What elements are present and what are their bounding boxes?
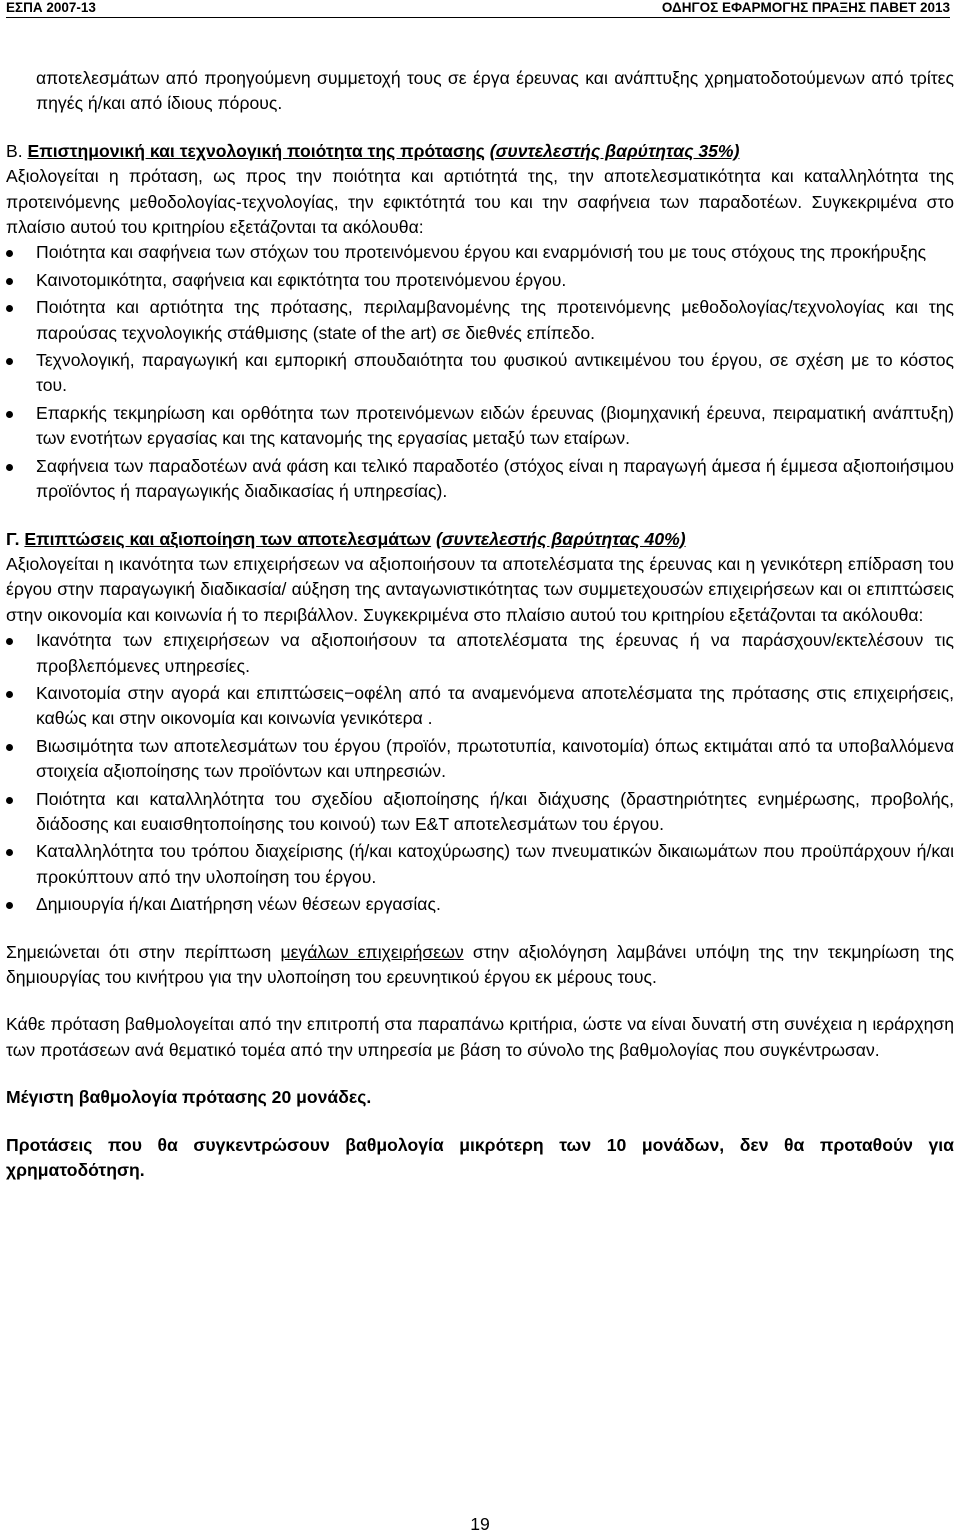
header-program: ΕΣΠΑ 2007-13: [6, 0, 96, 15]
list-item: Βιωσιμότητα των αποτελεσμάτων του έργου (προϊόν, πρωτοτυπία, καινοτομία) όπως εκτιμάται από τα υποβαλλόμενα στοιχεία αξιοποίησης των προϊόντων και υπηρεσιών.: [6, 734, 954, 785]
list-item: Ποιότητα και αρτιότητα της πρότασης, περιλαμβανομένης της προτεινόμενης μεθοδολογίας/τεχνολογίας και της παρούσας τεχνολογικής στάθμισης (state of the art) σε διεθνές επίπεδο.: [6, 295, 954, 346]
section-c-heading: [6, 527, 954, 552]
section-b-letter: Β.: [6, 140, 23, 161]
section-c-letter: Γ.: [6, 528, 20, 549]
note-underlined: μεγάλων επιχειρήσεων: [280, 941, 464, 962]
large-enterprises-note: Σημειώνεται ότι στην περίπτωση μεγάλων επιχειρήσεων στην αξιολόγηση λαμβάνει υπόψη της την τεκμηρίωση της δημιουργίας του κινήτρου για την υλοποίηση του ερευνητικού έργου εκ μέρους τους.: [6, 941, 955, 987]
intro-continuation: αποτελεσμάτων από προηγούμενη συμμετοχή τους σε έργα έρευνας και ανάπτυξης χρηματοδοτούμενων από τρίτες πηγές ή/και από ίδιους πόρους.: [36, 68, 954, 114]
section-b-list: [6, 240, 954, 504]
section-c-body: Αξιολογείται η ικανότητα των επιχειρήσεων να αξιοποιήσουν τα αποτελέσματα της έρευνας και η γενικότερη επίδραση του έργου στην παραγωγική διαδικασία/ αύξηση της ανταγωνιστικότητας των συμμετεχουσών επιχειρήσεων και οι επιπτώσεις στην οικονομία και κοινωνία ή το περιβάλλον. Συγκεκριμένα στο πλαίσιο αυτού του κριτηρίου εξετάζονται τα ακόλουθα:: [6, 553, 954, 625]
ranking-paragraph: Κάθε πρόταση βαθμολογείται από την επιτροπή στα παραπάνω κριτήρια, ώστε να είναι δυνατή στη συνέχεια η ιεράρχηση των προτάσεων ανά θεματικό τομέα από την υπηρεσία με βάση το σύνολο της βαθμολογίας που συγκέντρωσαν.: [6, 1014, 954, 1060]
section-b-body: Αξιολογείται η πρόταση, ως προς την ποιότητα και αρτιότητά της, την αποτελεσματικότητα και καταλληλότητα της προτεινόμενης μεθοδολογίας-τεχνολογίας, την εφικτότητά του και την σαφήνεια των παραδοτέων. Συγκεκριμένα στο πλαίσιο αυτού του κριτηρίου εξετάζονται τα ακόλουθα:: [6, 166, 954, 238]
list-item: Ποιότητα και καταλληλότητα του σχεδίου αξιοποίησης ή/και διάχυσης (δραστηριότητες ενημέρωσης, προβολής, διάδοσης και ευαισθητοποίησης του κοινού) των Ε&Τ αποτελεσμάτων του έργου.: [6, 787, 954, 838]
list-item: Τεχνολογική, παραγωγική και εμπορική σπουδαιότητα του φυσικού αντικειμένου του έργου, σε σχέση με το κόστος του.: [6, 348, 954, 399]
section-c-weight: (συντελεστής βαρύτητας 40%): [435, 528, 686, 549]
list-item: Σαφήνεια των παραδοτέων ανά φάση και τελικό παραδοτέο (στόχος είναι η παραγωγή άμεσα ή έμμεσα αξιοποιήσιμου προϊόντος ή παραγωγικής διαδικασίας ή υπηρεσίας).: [6, 454, 954, 505]
document-body: [6, 66, 954, 1183]
list-item: Καινοτομία στην αγορά και επιπτώσεις−οφέλη από τα αναμενόμενα αποτελέσματα της πρότασης στις επιχειρήσεις, καθώς και στην οικονομία και κοινωνία γενικότερα .: [6, 681, 954, 732]
section-b-heading: [6, 139, 954, 164]
list-item: Ποιότητα και σαφήνεια των στόχων του προτεινόμενου έργου και εναρμόνισή του με τους στόχους της προκήρυξης: [6, 240, 954, 265]
funding-threshold: Προτάσεις που θα συγκεντρώσουν βαθμολογία μικρότερη των 10 μονάδων, δεν θα προταθούν για χρηματοδότηση.: [6, 1134, 954, 1181]
list-item: Επαρκής τεκμηρίωση και ορθότητα των προτεινόμενων ειδών έρευνας (βιομηχανική έρευνα, πειραματική ανάπτυξη) των ενοτήτων εργασίας και της κατανομής της εργασίας μεταξύ των εταίρων.: [6, 401, 954, 452]
list-item: Καινοτομικότητα, σαφήνεια και εφικτότητα του προτεινόμενου έργου.: [6, 268, 954, 293]
section-c-title: Επιπτώσεις και αξιοποίηση των αποτελεσμάτων: [24, 528, 432, 549]
section-c: [6, 527, 954, 918]
section-b-title: Επιστημονική και τεχνολογική ποιότητα της πρότασης: [27, 140, 485, 161]
max-score: Μέγιστη βαθμολογία πρότασης 20 μονάδες.: [6, 1087, 372, 1108]
page-number: 19: [470, 1514, 490, 1534]
page-header: [6, 0, 950, 18]
list-item: Δημιουργία ή/και Διατήρηση νέων θέσεων εργασίας.: [6, 892, 954, 917]
section-b-weight: (συντελεστής βαρύτητας 35%): [489, 140, 740, 161]
section-b: [6, 139, 954, 505]
header-guide-title: ΟΔΗΓΟΣ ΕΦΑΡΜΟΓΗΣ ΠΡΑΞΗΣ ΠΑΒΕΤ 2013: [661, 0, 950, 15]
list-item: Καταλληλότητα του τρόπου διαχείρισης (ή/και κατοχύρωσης) των πνευματικών δικαιωμάτων που προϋπάρχουν ή/και προκύπτουν από την υλοποίηση του έργου.: [6, 839, 954, 890]
section-c-list: [6, 628, 954, 917]
list-item: Ικανότητα των επιχειρήσεων να αξιοποιήσουν τα αποτελέσματα της έρευνας ή να παράσχουν/εκτελέσουν τις προβλεπόμενες υπηρεσίες.: [6, 628, 954, 679]
